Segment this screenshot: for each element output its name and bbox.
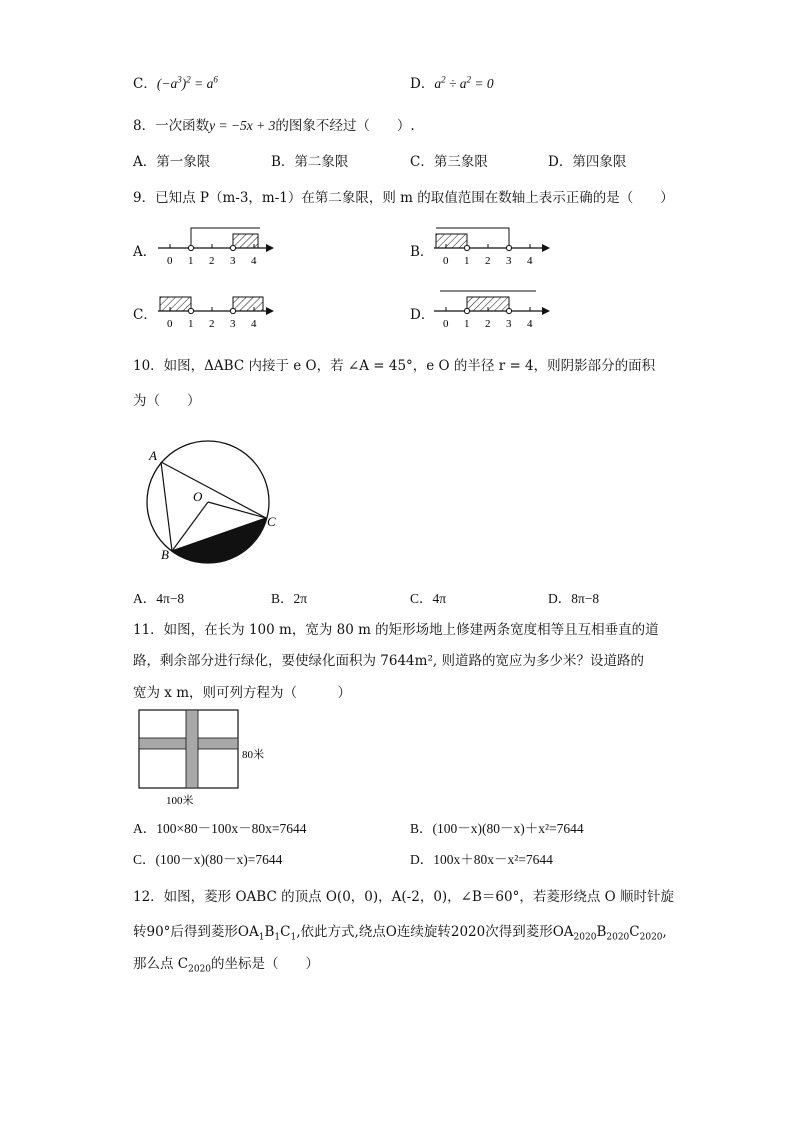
q9-numberline-d bbox=[426, 287, 556, 337]
q12-stem-line2: 转90°后得到菱形$OA_1B_1C_1$,依此方式,绕点O连续旋转2020次得到菱形$OA_{2020}B_{2020}C_{2020}$, bbox=[133, 924, 667, 943]
tick-label: 2 bbox=[485, 318, 491, 330]
q8-option-b: B．第二象限 bbox=[271, 154, 349, 170]
q7-option-d: D．$a^2 \div a^2 = 0$ bbox=[410, 74, 494, 92]
tick-label: 3 bbox=[506, 318, 512, 330]
q11-stem-line1: 11．如图，在长为 100 m，宽为 80 m 的矩形场地上修建两条宽度相等且互相垂直的道 bbox=[133, 622, 659, 638]
tick-label: 4 bbox=[527, 318, 533, 330]
q10-stem-line1: 10．如图，ΔABC 内接于 e O，若 ∠A = 45°，e O 的半径 r = 4，则阴影部分的面积 bbox=[133, 358, 656, 374]
point-a-label: A bbox=[149, 448, 157, 463]
q12-stem-line1: 12．如图，菱形 OABC 的顶点 O(0，0)，A(-2，0)，∠B＝60°，若菱形绕点 O 顺时针旋 bbox=[133, 889, 674, 905]
tick-label: 3 bbox=[506, 255, 512, 267]
q10-circle-figure bbox=[140, 440, 280, 570]
q10-option-c: C．4π bbox=[410, 591, 447, 606]
point-b-label: B bbox=[161, 547, 169, 562]
tick-label: 4 bbox=[251, 255, 257, 267]
tick-label: 0 bbox=[167, 255, 173, 267]
q10-stem-line2: 为（ ） bbox=[133, 393, 201, 409]
q11-option-a: A．100×80－100x－80x=7644 bbox=[133, 821, 307, 836]
tick-label: 3 bbox=[230, 318, 236, 330]
q9-option-a-label: A． bbox=[133, 244, 157, 260]
q9-numberline-a bbox=[150, 224, 280, 274]
tick-label: 3 bbox=[230, 255, 236, 267]
q9-numberline-c bbox=[150, 287, 280, 337]
q9-stem: 9．已知点 P（m-3，m-1）在第二象限，则 m 的取值范围在数轴上表示正确的是（ ） bbox=[133, 190, 674, 206]
tick-label: 0 bbox=[443, 318, 449, 330]
q8-stem: 8．一次函数y = −5x + 3的图象不经过（ ）. bbox=[133, 118, 415, 134]
q11-field-figure bbox=[138, 708, 288, 810]
q10-option-a: A．4π−8 bbox=[133, 591, 185, 606]
q11-option-d: D．100x＋80x－x²=7644 bbox=[410, 852, 553, 867]
q7-option-c: C．$(-a^3)^2 = a^6$ bbox=[133, 74, 218, 92]
q8-option-a: A．第一象限 bbox=[133, 154, 211, 170]
tick-label: 1 bbox=[188, 255, 194, 267]
q9-option-d-label: D． bbox=[410, 307, 435, 323]
point-c-label: C bbox=[267, 514, 276, 529]
tick-label: 4 bbox=[527, 255, 533, 267]
q11-stem-line2: 路，剩余部分进行绿化，要使绿化面积为 7644m², 则道路的宽应为多少米？设道路的 bbox=[133, 653, 644, 669]
q12-stem-line3: 那么点 $C_{2020}$的坐标是（ ） bbox=[133, 956, 320, 975]
tick-label: 1 bbox=[464, 255, 470, 267]
tick-label: 2 bbox=[485, 255, 491, 267]
q9-numberline-b bbox=[426, 224, 556, 274]
q11-option-b: B．(100－x)(80－x)＋x²=7644 bbox=[410, 821, 584, 836]
tick-label: 0 bbox=[167, 318, 173, 330]
q9-option-b-label: B． bbox=[410, 244, 434, 260]
tick-label: 1 bbox=[188, 318, 194, 330]
tick-label: 1 bbox=[464, 318, 470, 330]
q11-stem-line3: 宽为 x m，则可列方程为（ ） bbox=[133, 685, 351, 701]
q8-equation: y = −5x + 3 bbox=[209, 118, 276, 133]
q11-option-c: C．(100－x)(80－x)=7644 bbox=[133, 852, 283, 867]
q8-option-d: D．第四象限 bbox=[548, 154, 627, 170]
q8-option-c: C．第三象限 bbox=[410, 154, 488, 170]
tick-label: 0 bbox=[443, 255, 449, 267]
length-label: 100米 bbox=[166, 795, 194, 807]
point-o-label: O bbox=[193, 489, 203, 504]
width-label: 80米 bbox=[242, 749, 264, 761]
q9-option-c-label: C． bbox=[133, 307, 157, 323]
tick-label: 2 bbox=[209, 255, 215, 267]
tick-label: 4 bbox=[251, 318, 257, 330]
q10-option-d: D．8π−8 bbox=[548, 591, 600, 606]
tick-label: 2 bbox=[209, 318, 215, 330]
q10-option-b: B．2π bbox=[271, 591, 308, 606]
